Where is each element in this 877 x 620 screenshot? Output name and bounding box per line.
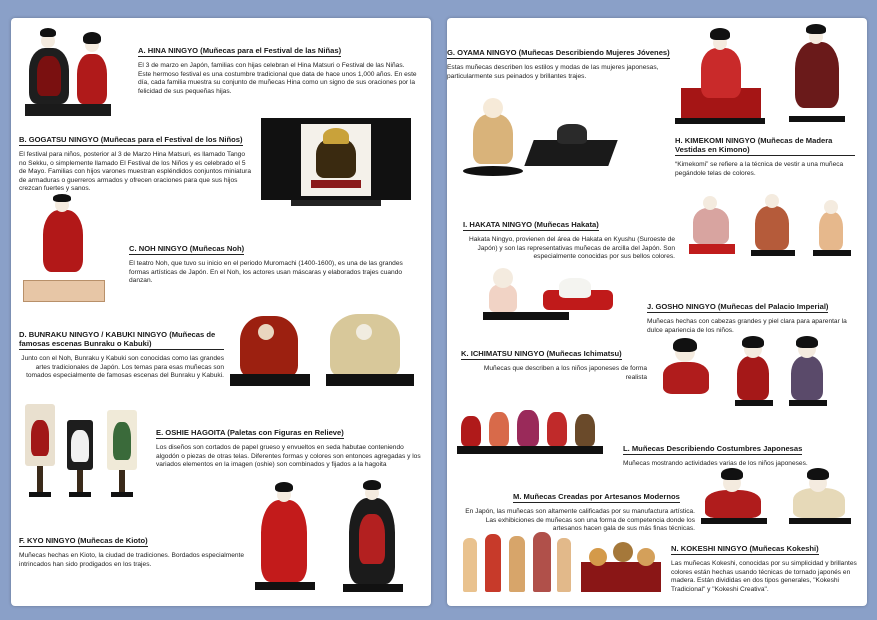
section-j-title: J. GOSHO NINGYO (Muñecas del Palacio Imperial) [647, 302, 828, 313]
section-h-body: “Kimekomi” se refiere a la técnica de vestir a una muñeca pegándole telas de colores. [675, 161, 844, 177]
section-l-title: L. Muñecas Describiendo Costumbres Japonesas [623, 444, 802, 455]
left-page [11, 18, 431, 606]
gogatsu-armor-image [261, 118, 411, 206]
kimekomi-dolls-image [683, 190, 863, 262]
section-f-body: Muñecas hechas en Kioto, la ciudad de tradiciones. Bordados especialmente intrincados han sido prodigados en los trajes. [19, 552, 245, 568]
section-d-title: D. BUNRAKU NINGYO / KABUKI NINGYO (Muñecas de famosas escenas Bunraku o Kabuki) [19, 330, 224, 350]
section-e-body: Los diseños son cortados de papel grueso y envueltos en seda habutae conteniendo algodón o piezas de otras telas. Diferentes formas y colores son entonces agregadas y los variados elementos en la imagen (oshie) son combinados y fijados a la hagoita [156, 444, 421, 469]
customs-dolls-image [457, 402, 607, 462]
section-m-body: En Japón, las muñecas son altamente calificadas por su manufactura artística. Las exhibiciones de muñecas son una forma de competencia donde los artesanos hacen gala de sus más finas técnicas. [465, 508, 695, 533]
section-f-title: F. KYO NINGYO (Muñecas de Kioto) [19, 536, 148, 547]
noh-doll-image [21, 194, 111, 306]
section-j-body: Muñecas hechas con cabezas grandes y piel clara para aparentar la dulce apariencia de los niños. [647, 318, 847, 334]
oyama-scene-image [457, 94, 617, 190]
section-n-title: N. KOKESHI NINGYO (Muñecas Kokeshi) [671, 544, 819, 555]
section-k-title: K. ICHIMATSU NINGYO (Muñecas Ichimatsu) [461, 349, 622, 360]
ichimatsu-dolls-image [653, 332, 863, 414]
section-g-body: Estas muñecas describen los estilos y modas de las mujeres japonesas, particularmente sus peinados y brillantes trajes. [447, 64, 659, 80]
section-n-body: Las muñecas Kokeshi, conocidas por su simplicidad y brillantes colores están hechas usando técnicas de tornado japonés en madera. Están divididas en dos tipos generales, "Kokeshi Tradicional" y "Kokeshi Creativa". [671, 560, 857, 593]
hagoita-paddles-image [21, 404, 143, 500]
kokeshi-dolls-image [457, 526, 669, 600]
section-c-title: C. NOH NINGYO (Muñecas Noh) [129, 244, 244, 255]
section-b-title: B. GOGATSU NINGYO (Muñecas para el Festival de los Niños) [19, 135, 243, 146]
kyo-dolls-image [249, 480, 424, 600]
section-m-title: M. Muñecas Creadas por Artesanos Modernos [513, 492, 680, 503]
section-g-title: G. OYAMA NINGYO (Muñecas Describiendo Mujeres Jóvenes) [447, 48, 670, 59]
section-i-title: I. HAKATA NINGYO (Muñecas Hakata) [463, 220, 599, 231]
right-page [447, 18, 867, 606]
section-b-body: El festival para niños, posterior al 3 de Marzo Hina Matsuri, es llamado Tango no Sekku, o simplemente llamado El Festival de los Niños y es celebrado el 5 de Mayo. Familias con hijos varones muestran espléndidos conjuntos miniatura de armaduras o guerreros armados y ofrecen oraciones para que sus hijos crezcan fuertes y sanos. [19, 151, 251, 193]
section-d-body: Junto con el Noh, Bunraku y Kabuki son conocidas como las grandes artes tradicionales de Japón. Los temas para esas muñecas son tomados especialmente de famosas escenas del Bunraku y Kabuki. [21, 355, 224, 380]
bunraku-kabuki-image [226, 310, 421, 394]
section-a-title: A. HINA NINGYO (Muñecas para el Festival de las Niñas) [138, 46, 341, 57]
section-a-body: El 3 de marzo en Japón, familias con hijas celebran el Hina Matsuri o Festival de las Niñas. Este hermoso festival es una costumbre tradicional que data de hace unos 1,000 años. En este día, cada familia muestra su conjunto de muñecas Hina como un signo de sus oraciones por la felicidad de sus pequeñas hijas. [138, 62, 417, 95]
section-h-title: H. KIMEKOMI NINGYO (Muñecas de Madera Vestidas en Kimono) [675, 136, 855, 156]
hakata-dolls-image [483, 264, 643, 328]
section-e-title: E. OSHIE HAGOITA (Paletas con Figuras en Relieve) [156, 428, 344, 439]
modern-artisan-dolls-image [697, 466, 857, 530]
section-i-body: Hakata Ningyo, provienen del área de Hakata en Kyushu (Suroeste de Japón) y son las representativas muñecas de arcilla del Japón. Son especialmente conocidas por sus bellos colores. [469, 236, 675, 261]
hina-dolls-image [23, 26, 113, 118]
section-l-body: Muñecas mostrando actividades varias de los niños japoneses. [623, 460, 808, 467]
oyama-dolls-image [675, 24, 861, 130]
section-k-body: Muñecas que describen a los niños japoneses de forma realista [483, 365, 647, 381]
section-c-body: El teatro Noh, que tuvo su inicio en el periodo Muromachi (1400-1600), es una de las grandes formas artísticas de Japón. En el Noh, los actores usan máscaras y elaborados trajes cuando danzan. [129, 260, 403, 285]
